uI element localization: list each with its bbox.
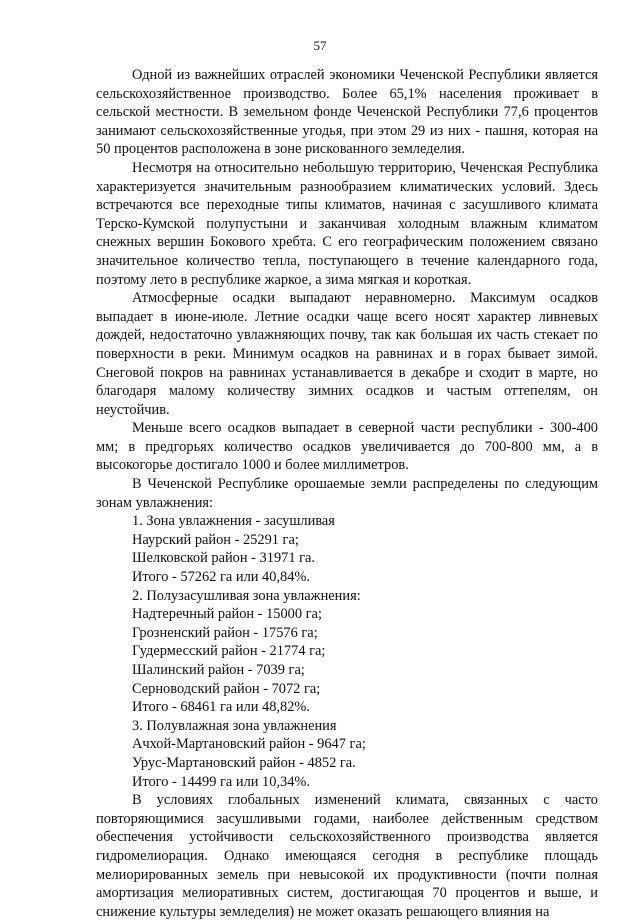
list-item: Урус-Мартановский район - 4852 га. — [132, 754, 356, 771]
zone-heading: 2. Полузасушливая зона увлажнения: — [132, 587, 361, 604]
zone-list — [132, 512, 598, 791]
list-item: Надтеречный район - 15000 га; — [132, 606, 322, 623]
paragraph-precipitation-amounts: Меньше всего осадков выпадает в северной части республики - 300-400 мм; в предгорьях количество осадков увеличивается до 700-800 мм, а в высокогорье достигало 1000 и более миллиметров. — [96, 420, 598, 474]
list-item: Серноводский район - 7072 га; — [132, 680, 321, 697]
list-item: Гудермесский район - 21774 га; — [132, 643, 326, 660]
list-item: Шелковской район - 31971 га. — [132, 550, 316, 567]
list-item: Ачхой-Мартановский район - 9647 га; — [132, 736, 366, 753]
zone-total: Итого - 68461 га или 48,82%. — [132, 699, 311, 716]
paragraph-climate: Несмотря на относительно небольшую территорию, Чеченская Республика характеризуется значительным разнообразием климатических условий. Здесь встречаются все переходные типы климатов, начиная с засушливого климата Терско-Кумской полупустыни и заканчивая холодным влажным климатом снежных вершин Бокового хребта. С его географическим положением связано значительное количество тепла, поступающего в течение календарного года, поэтому лето в республике жаркое, а зима мягкая и короткая. — [96, 159, 598, 288]
list-item: Наурский район - 25291 га; — [132, 531, 299, 548]
paragraph-hydromelioration: В условиях глобальных изменений климата, связанных с часто повторяющимися засушливыми годами, наиболее действенным средством обеспечения устойчивости сельскохозяйственного производства является гидромелиорация. Однако имеющаяся сегодня в республике площадь мелиорированных земель при невысокой их продуктивности (почти полная амортизация мелиоративных систем, достигающая 70 процентов и выше, и снижение культуры земледелия) не может оказать решающего влияния на — [96, 792, 598, 920]
zone-total: Итого - 14499 га или 10,34%. — [132, 773, 311, 790]
zone-heading: 1. Зона увлажнения - засушливая — [132, 513, 335, 530]
page-number: 57 — [313, 38, 327, 53]
document-body — [96, 66, 598, 921]
list-item: Шалинский район - 7039 га; — [132, 662, 305, 678]
paragraph-economy: Одной из важнейших отраслей экономики Чеченской Республики является сельскохозяйственное производство. Более 65,1% населения проживает в сельской местности. В земельном фонде Чеченской Республики 77,6 процентов занимают сельскохозяйственные угодья, при этом 29 из них - пашня, которая на 50 процентов расположена в зоне рискованного земледелия. — [96, 67, 598, 158]
zone-total: Итого - 57262 га или 40,84%. — [132, 569, 311, 586]
paragraph-irrigation-zones: В Чеченской Республике орошаемые земли распределены по следующим зонам увлажнения: — [96, 476, 598, 511]
paragraph-precipitation: Атмосферные осадки выпадают неравномерно. Максимум осадков выпадает в июне-июле. Летние осадки чаще всего носят характер ливневых дождей, недостаточно увлажняющих почву, так как большая их часть стекает по поверхности в реки. Минимум осадков на равнинах и в горах бывает зимой. Снеговой покров на равнинах устанавливается в декабре и сходит в марте, но благодаря малому количеству зимних осадков и частым оттепелям, он неустойчив. — [96, 290, 598, 418]
zone-heading: 3. Полувлажная зона увлажнения — [132, 717, 337, 734]
list-item: Грозненский район - 17576 га; — [132, 624, 318, 641]
